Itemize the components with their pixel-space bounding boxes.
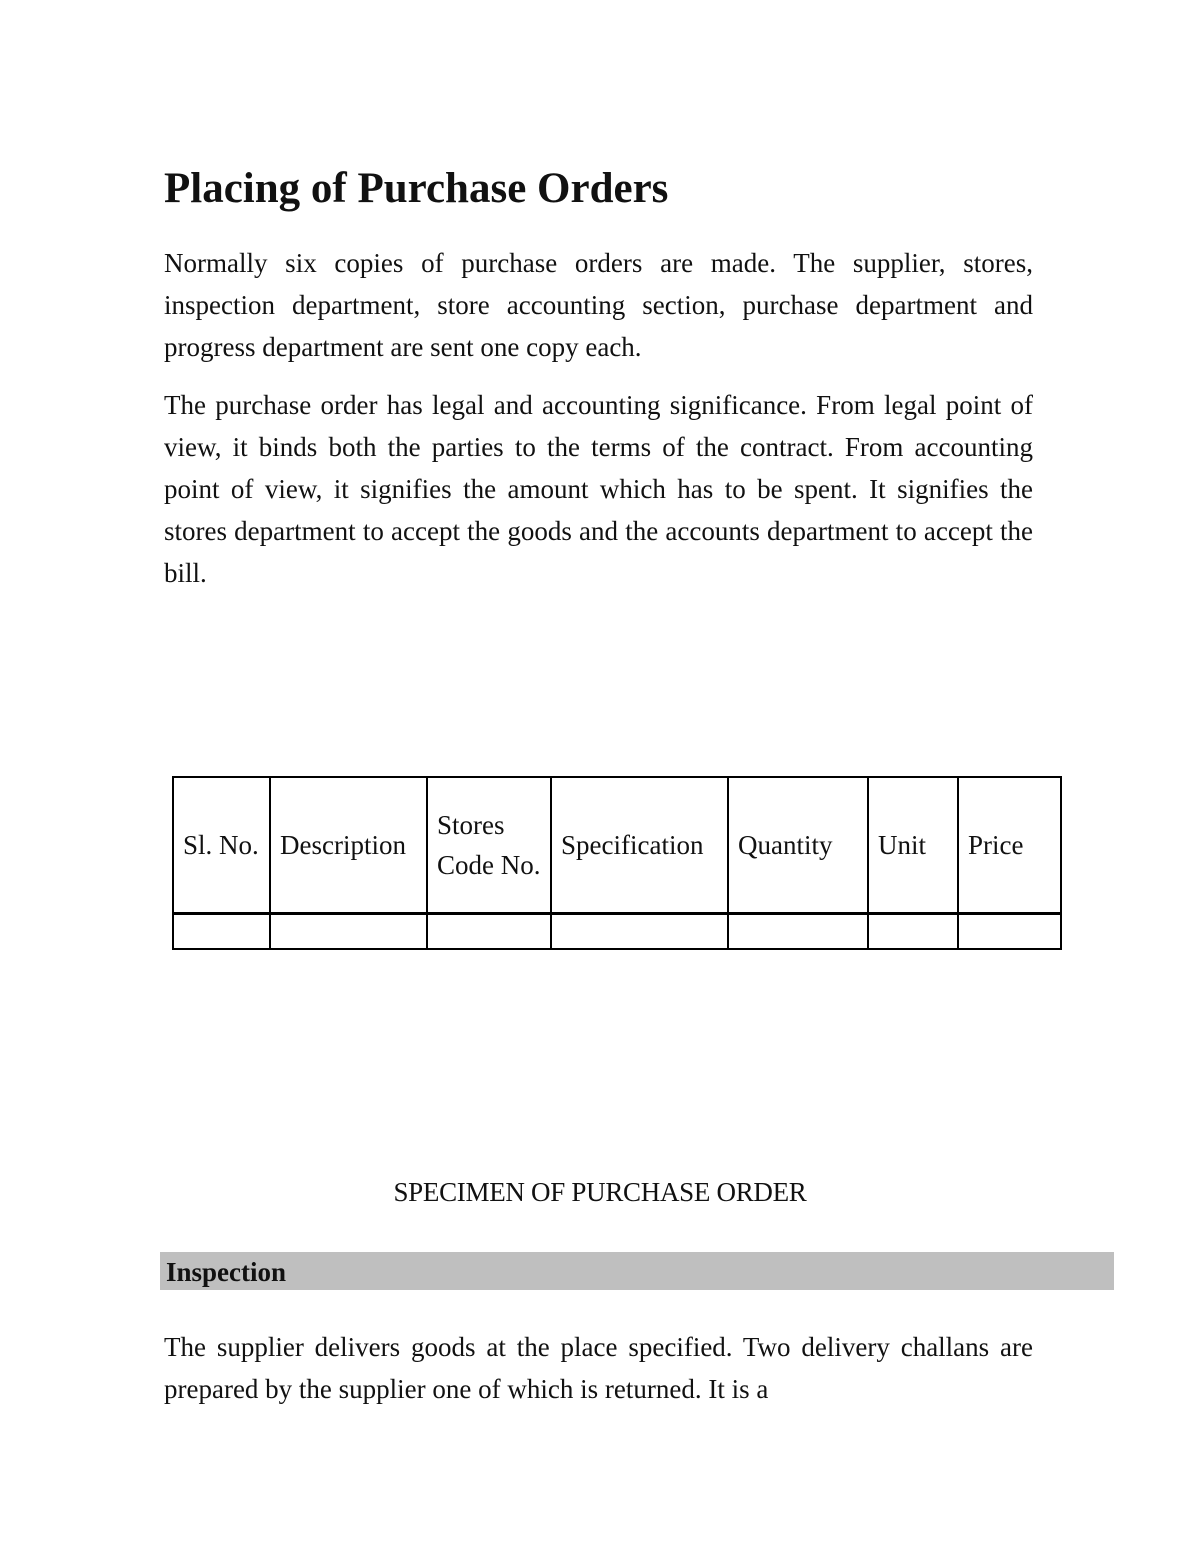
table-header-cell: Unit — [868, 777, 958, 913]
table-cell — [551, 913, 728, 949]
paragraph-purchase-order-copies: Normally six copies of purchase orders are made. The supplier, stores, inspection department, store accounting section, purchase department and progress department are sent one copy each. — [164, 248, 1033, 362]
table-cell — [958, 913, 1061, 949]
purchase-order-table — [172, 776, 1062, 950]
table-header-cell: Quantity — [728, 777, 868, 913]
table-cell — [427, 913, 551, 949]
table-header-cell: Sl. No. — [173, 777, 270, 913]
table-header-cell: Price — [958, 777, 1061, 913]
table-header-cell: Description — [270, 777, 427, 913]
section-heading-inspection: Inspection — [160, 1252, 1114, 1290]
table-cell — [270, 913, 427, 949]
table-caption: SPECIMEN OF PURCHASE ORDER — [393, 1177, 807, 1207]
table-cell — [728, 913, 868, 949]
table-header-cell: Specification — [551, 777, 728, 913]
table-row — [173, 913, 1061, 949]
table-cell — [173, 913, 270, 949]
table-header-cell: Stores Code No. — [427, 777, 551, 913]
paragraph-purchase-order-significance: The purchase order has legal and accounting significance. From legal point of view, it binds both the parties to the terms of the contract. From accounting point of view, it signifies the amount which has to be spent. It signifies the stores department to accept the goods and the accounts department to accept the bill. — [164, 390, 1033, 588]
table-header-row — [173, 777, 1061, 913]
paragraph-inspection: The supplier delivers goods at the place specified. Two delivery challans are prepared by the supplier one of which is returned. It is a — [164, 1332, 1033, 1404]
page-title: Placing of Purchase Orders — [164, 165, 669, 212]
table-cell — [868, 913, 958, 949]
